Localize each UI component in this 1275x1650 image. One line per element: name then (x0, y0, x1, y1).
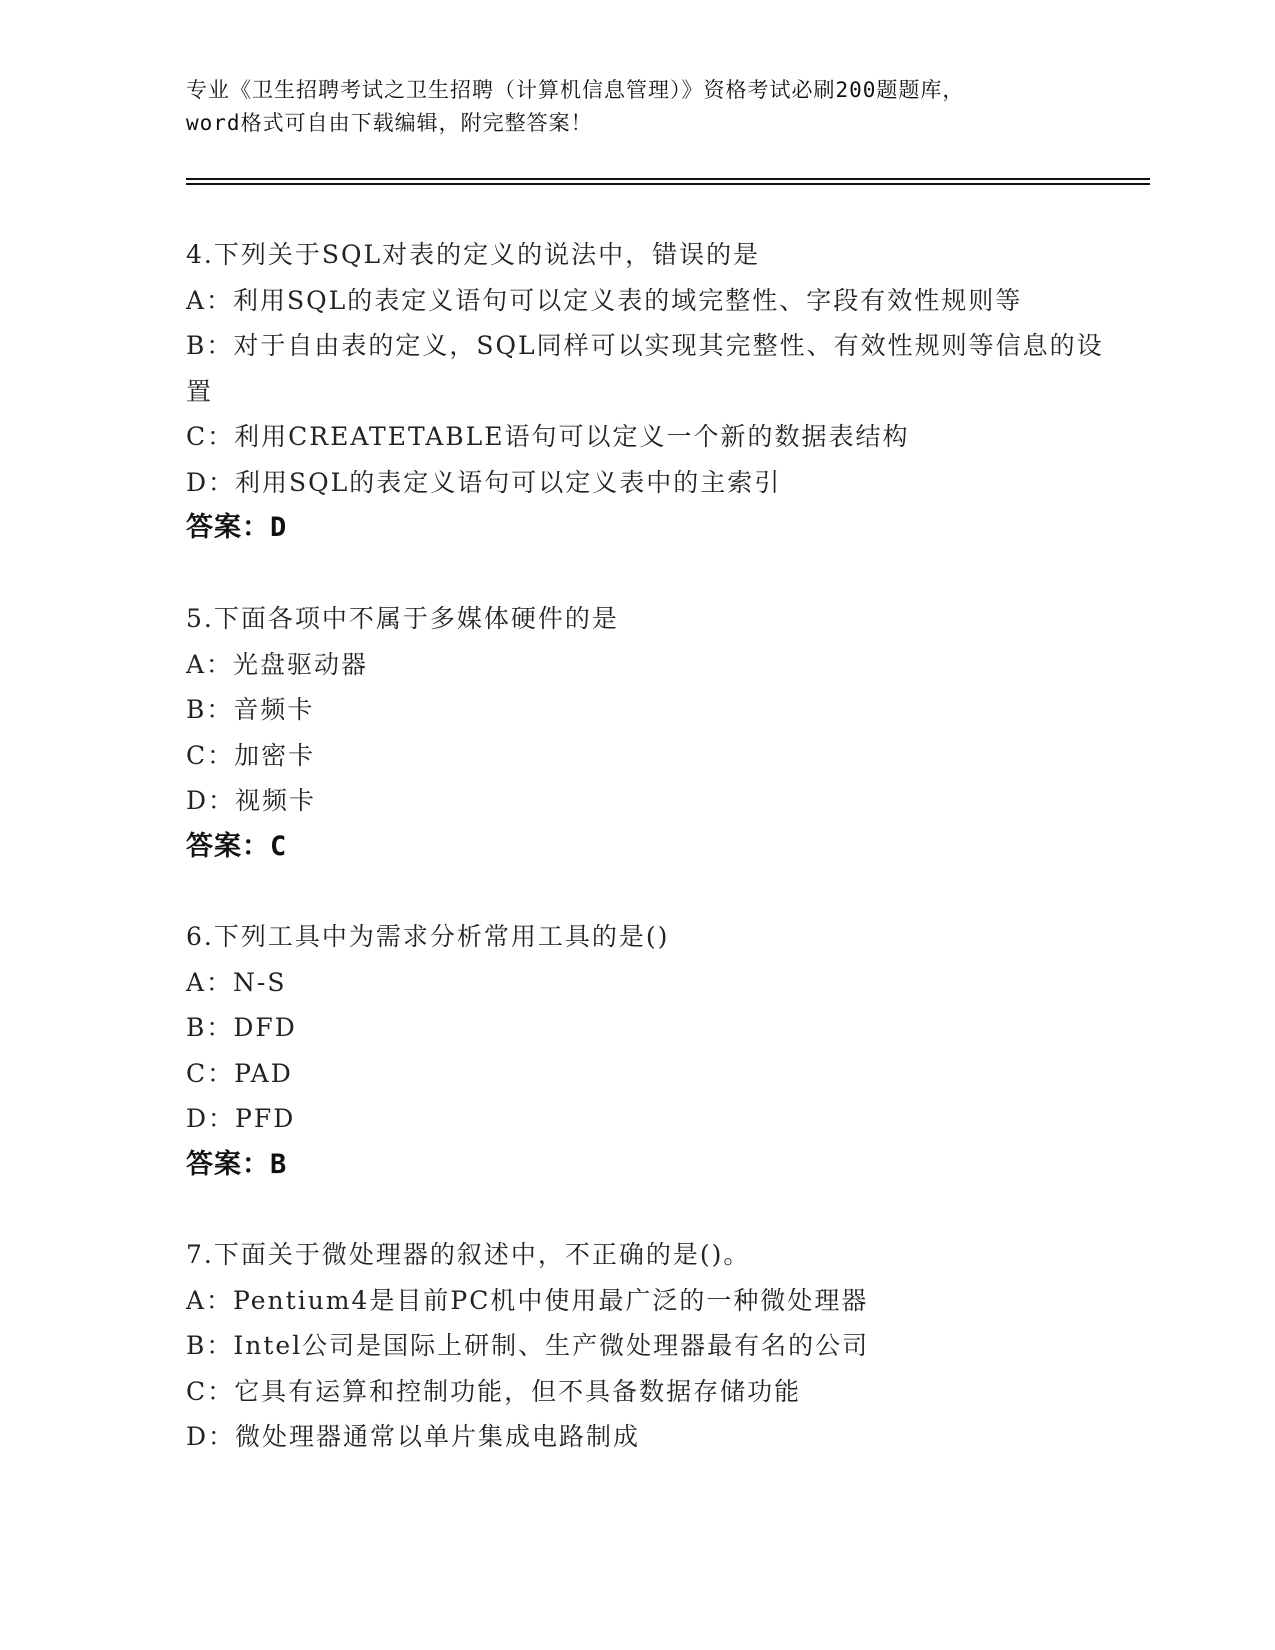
option-c: C：它具有运算和控制功能，但不具备数据存储功能 (186, 1376, 802, 1406)
option-a: A：Pentium4是目前PC机中使用最广泛的一种微处理器 (186, 1285, 869, 1315)
option-d: D：利用SQL的表定义语句可以定义表中的主索引 (186, 467, 782, 497)
option-b: B：DFD (186, 1013, 297, 1042)
answer-label: 答案：B (186, 1148, 288, 1180)
option-c: C：加密卡 (186, 740, 316, 770)
header-line-1: 专业《卫生招聘考试之卫生招聘（计算机信息管理）》资格考试必刷200题题库， (186, 78, 965, 102)
question-stem: 6.下列工具中为需求分析常用工具的是() (186, 922, 670, 951)
option-b: B：对于自由表的定义，SQL同样可以实现其完整性、有效性规则等信息的设置 (186, 331, 1104, 406)
answer-label: 答案：C (186, 830, 288, 862)
header-line-2: word格式可自由下载编辑，附完整答案！ (186, 111, 593, 135)
question-4 (186, 232, 1126, 551)
option-c: C：利用CREATETABLE语句可以定义一个新的数据表结构 (186, 422, 910, 451)
question-stem: 4.下列关于SQL对表的定义的说法中，错误的是 (186, 240, 761, 269)
question-7 (186, 1232, 1126, 1460)
option-b: B：Intel公司是国际上研制、生产微处理器最有名的公司 (186, 1331, 870, 1360)
header-divider-bottom (186, 183, 1150, 185)
option-a: A：N-S (186, 967, 287, 997)
option-d: D：PFD (186, 1104, 296, 1133)
option-d: D：微处理器通常以单片集成电路制成 (186, 1422, 641, 1451)
question-stem: 7.下面关于微处理器的叙述中，不正确的是()。 (186, 1240, 751, 1269)
option-c: C：PAD (186, 1058, 293, 1088)
question-5 (186, 596, 1126, 869)
header-divider-top (186, 178, 1150, 180)
question-stem: 5.下面各项中不属于多媒体硬件的是 (186, 604, 619, 633)
option-b: B：音频卡 (186, 695, 315, 724)
answer-label: 答案：D (186, 512, 288, 543)
document-header (186, 74, 1086, 140)
option-d: D：视频卡 (186, 786, 317, 815)
option-a: A：光盘驱动器 (186, 649, 369, 679)
option-a: A：利用SQL的表定义语句可以定义表的域完整性、字段有效性规则等 (186, 285, 1023, 315)
question-6 (186, 914, 1126, 1187)
